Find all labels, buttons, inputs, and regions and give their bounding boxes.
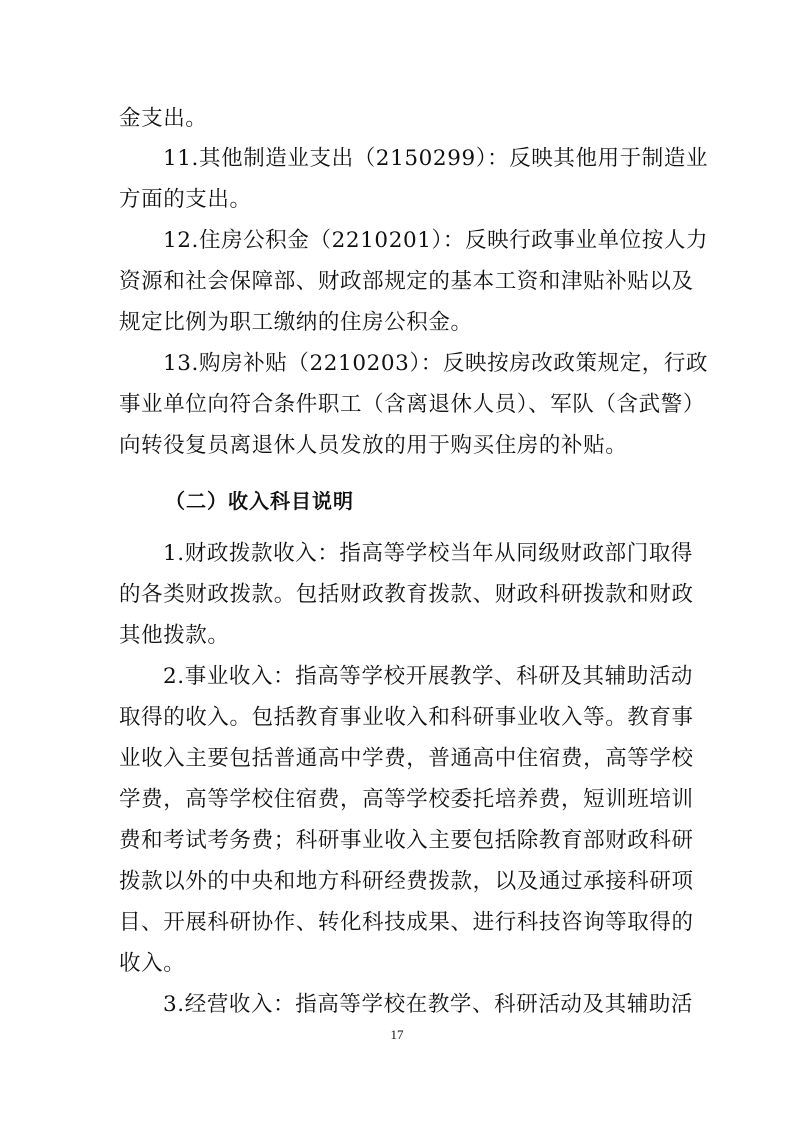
paragraph-line: 11.其他制造业支出（2150299）：反映其他用于制造业 (163, 146, 709, 171)
paragraph-line: 3.经营收入：指高等学校在教学、科研活动及其辅助活 (163, 992, 694, 1017)
paragraph-line: 费和考试考务费；科研事业收入主要包括除教育部财政科研 (119, 828, 694, 853)
paragraph-line: 取得的收入。包括教育事业收入和科研事业收入等。教育事 (119, 705, 694, 730)
paragraph-line: 12.住房公积金（2210201）：反映行政事业单位按人力 (163, 228, 709, 253)
paragraph-line: 其他拨款。 (119, 623, 230, 648)
paragraph-line: 向转役复员离退休人员发放的用于购买住房的补贴。 (119, 433, 628, 458)
paragraph-line: 金支出。 (119, 106, 208, 131)
paragraph-line: 事业单位向符合条件职工（含离退休人员）、军队（含武警） (119, 392, 705, 417)
paragraph-line: 拨款以外的中央和地方科研经费拨款，以及通过承接科研项 (119, 869, 694, 894)
paragraph-line: 收入。 (119, 951, 186, 976)
paragraph-line: 资源和社会保障部、财政部规定的基本工资和津贴补贴以及 (119, 269, 694, 294)
paragraph-line: 目、开展科研协作、转化科技成果、进行科技咨询等取得的 (119, 910, 694, 935)
paragraph-line: 规定比例为职工缴纳的住房公积金。 (119, 310, 473, 335)
paragraph-line: 2.事业收入：指高等学校开展教学、科研及其辅助活动 (163, 664, 694, 689)
paragraph-line: 的各类财政拨款。包括财政教育拨款、财政科研拨款和财政 (119, 582, 694, 607)
section-heading: （二）收入科目说明 (165, 489, 354, 513)
paragraph-line: 方面的支出。 (119, 187, 252, 212)
paragraph-line: 学费，高等学校住宿费，高等学校委托培养费，短训班培训 (119, 787, 694, 812)
paragraph-line: 业收入主要包括普通高中学费，普通高中住宿费，高等学校 (119, 746, 694, 771)
paragraph-line: 1.财政拨款收入：指高等学校当年从同级财政部门取得 (163, 541, 694, 566)
page-number: 17 (390, 1027, 404, 1042)
paragraph-line: 13.购房补贴（2210203）：反映按房改政策规定，行政 (163, 351, 709, 376)
